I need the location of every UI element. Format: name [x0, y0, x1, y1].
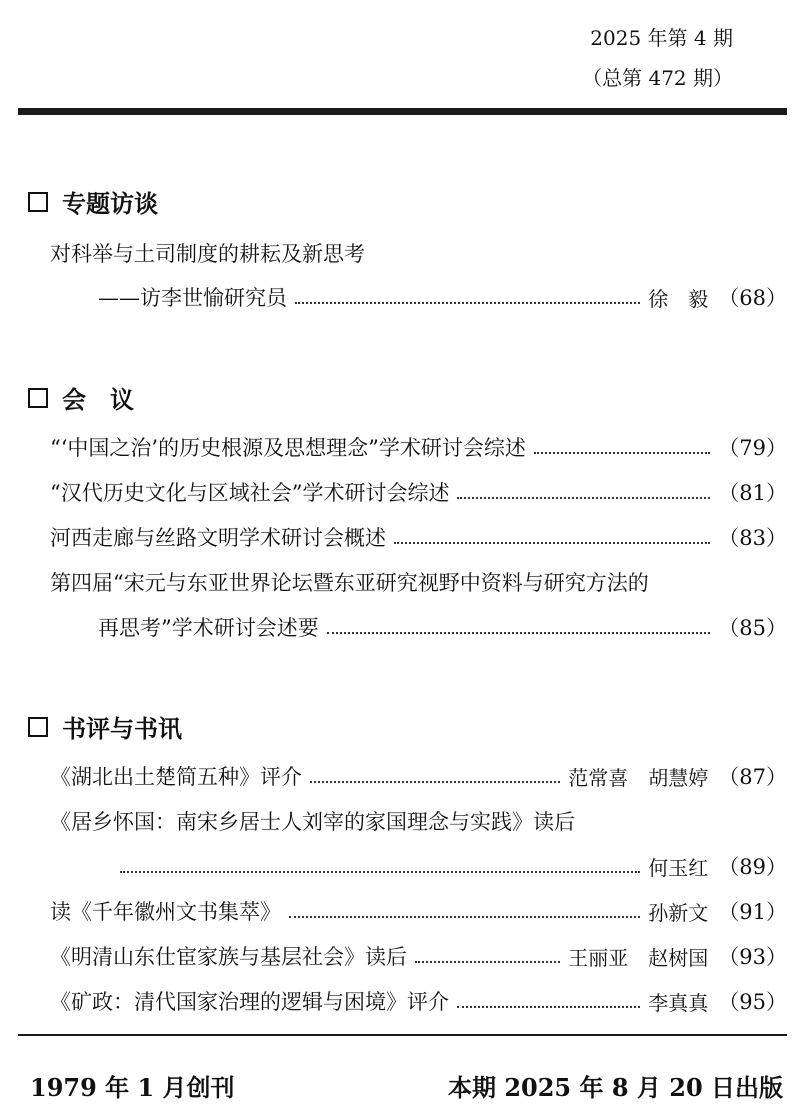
entry-title: 《湖北出土楚简五种》评介	[50, 765, 302, 789]
dot-leader	[120, 871, 640, 873]
toc-entry[interactable]	[50, 986, 787, 1016]
entry-author: 何玉红	[648, 855, 709, 880]
total-issue-number: （总第 472 期）	[582, 66, 733, 90]
entry-author: 徐 毅	[648, 286, 709, 311]
toc-entry[interactable]	[50, 567, 787, 597]
entry-page: （93）	[718, 945, 787, 969]
section-title: 专题访谈	[62, 190, 158, 218]
entry-author: 孙新文	[648, 900, 709, 925]
entry-page: （87）	[718, 765, 787, 789]
toc-entry[interactable]	[50, 941, 787, 971]
entry-title: “‘中国之治’的历史根源及思想理念”学术研讨会综述	[50, 436, 526, 460]
checkbox-square-icon	[28, 717, 48, 737]
entry-title: 对科举与土司制度的耕耘及新思考	[50, 242, 365, 266]
entry-subtitle: ——访李世愉研究员	[98, 286, 287, 310]
dot-leader	[457, 497, 710, 499]
entry-page: （85）	[718, 616, 787, 640]
toc-entry[interactable]	[50, 522, 787, 552]
founded-date: 1979 年 1 月创刊	[30, 1073, 235, 1102]
section-title: 会 议	[62, 386, 134, 414]
checkbox-square-icon	[28, 388, 48, 408]
publication-date: 本期 2025 年 8 月 20 日出版	[447, 1073, 783, 1102]
entry-title: 《居乡怀国：南宋乡居士人刘宰的家国理念与实践》读后	[50, 810, 575, 834]
toc-entry-continuation[interactable]	[98, 612, 787, 642]
dot-leader	[415, 961, 560, 963]
entry-page: （79）	[718, 436, 787, 460]
top-rule	[18, 108, 787, 115]
entry-page: （83）	[718, 526, 787, 550]
toc-entry[interactable]	[50, 477, 787, 507]
dot-leader	[534, 452, 710, 454]
dot-leader	[289, 916, 640, 918]
entry-author: 李真真	[648, 990, 709, 1015]
entry-author: 范常喜 胡慧婷	[568, 765, 709, 790]
entry-page: （95）	[718, 990, 787, 1014]
entry-title: 《矿政：清代国家治理的逻辑与困境》评介	[50, 990, 449, 1014]
toc-entry[interactable]	[50, 806, 787, 836]
issue-number: 2025 年第 4 期	[590, 26, 733, 50]
section-heading-conference	[28, 380, 134, 415]
entry-title: “汉代历史文化与区域社会”学术研讨会综述	[50, 481, 450, 505]
checkbox-square-icon	[28, 192, 48, 212]
bottom-rule	[18, 1034, 787, 1036]
entry-page: （81）	[718, 481, 787, 505]
dot-leader	[295, 302, 640, 304]
dot-leader	[327, 632, 711, 634]
entry-title: 《明清山东仕宦家族与基层社会》读后	[50, 945, 407, 969]
entry-author: 王丽亚 赵树国	[568, 945, 709, 970]
entry-title: 读《千年徽州文书集萃》	[50, 900, 281, 924]
dot-leader	[310, 781, 560, 783]
toc-entry-continuation[interactable]	[120, 851, 787, 881]
entry-page: （68）	[718, 286, 787, 310]
toc-entry[interactable]	[50, 761, 787, 791]
section-heading-interview	[28, 184, 158, 219]
dot-leader	[394, 542, 710, 544]
entry-title: 河西走廊与丝路文明学术研讨会概述	[50, 526, 386, 550]
dot-leader	[457, 1006, 640, 1008]
section-heading-reviews	[28, 709, 182, 744]
entry-page: （91）	[718, 900, 787, 924]
entry-title: 第四届“宋元与东亚世界论坛暨东亚研究视野中资料与研究方法的	[50, 571, 649, 595]
toc-entry[interactable]	[50, 896, 787, 926]
entry-page: （89）	[718, 855, 787, 879]
toc-entry[interactable]	[50, 238, 787, 268]
entry-title-line2: 再思考”学术研讨会述要	[98, 616, 319, 640]
section-title: 书评与书讯	[62, 715, 182, 743]
toc-entry-continuation[interactable]	[98, 282, 787, 312]
toc-entry[interactable]	[50, 432, 787, 462]
